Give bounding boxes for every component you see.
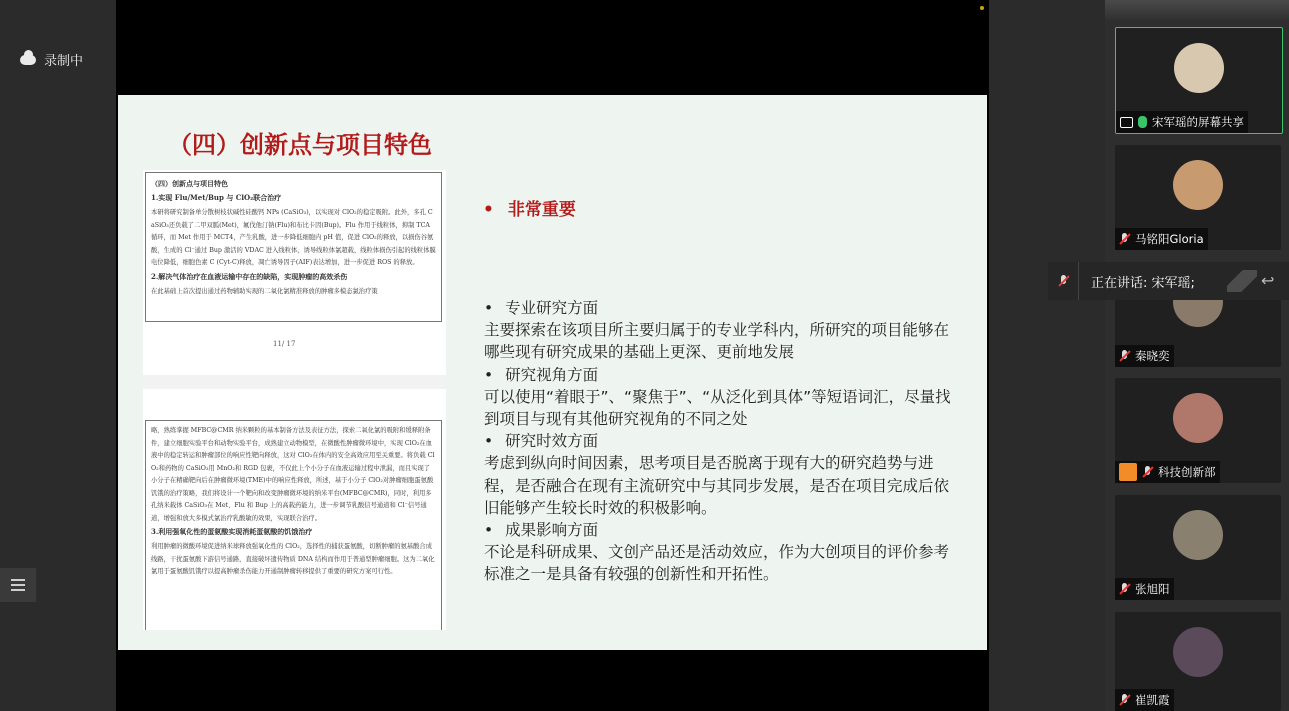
avatar bbox=[1173, 160, 1223, 210]
status-dot bbox=[980, 6, 984, 10]
participant-name: 张旭阳 bbox=[1135, 582, 1170, 596]
bullet-body: 可以使用“着眼于”、“聚焦于”、“从泛化到具体”等短语词汇，尽量找到项目与现有其他研究视角的不同之处 bbox=[484, 387, 951, 429]
participant-name: 马铭阳Gloria bbox=[1135, 232, 1204, 246]
participant-name: 宋军瑶的屏幕共享 bbox=[1152, 115, 1244, 129]
mic-muted-icon bbox=[1119, 694, 1130, 706]
doc-page-break bbox=[143, 375, 446, 389]
recording-label: 录制中 bbox=[44, 54, 84, 69]
presentation-slide bbox=[118, 95, 987, 650]
key-point: • 非常重要 bbox=[483, 195, 576, 220]
document-excerpt bbox=[143, 170, 446, 630]
participant-name: 崔凯霞 bbox=[1135, 693, 1170, 707]
doc-box-bottom bbox=[145, 420, 442, 630]
slide-title: （四）创新点与项目特色 bbox=[168, 131, 432, 159]
mic-muted-icon bbox=[1119, 583, 1130, 595]
speaking-indicator bbox=[1048, 262, 1289, 300]
doc-paragraph: 本研将研究制备单分散树枝状碱性硅酸钙 NPs (CaSiO₃)，以实现对 ClO₂的稳定吸附。此外，多孔 CaSiO₃还负载了二甲双胍(Met)，氟伐他汀钠(Flu)和布比卡因(Bup)。Flu 作用于线粒体，抑制 TCA 循环，而 Met 作用于 MCT4，产生乳酸，进一步降低细胞内 pH 值，促进 ClO₂的释放，以损伤谷氨酸，生成的 Cl⁻通过 Bup 激活的 VDAC 进入线粒体，诱导线粒体氯超载，线粒体损伤引起的线粒体膜电位降低，细胞色素 C (Cyt-C)释放，凋亡诱导因子(AIF)表达增加，进一步促进 ROS 的释放。 bbox=[151, 209, 436, 266]
doc-heading: 2.解决气体治疗在血液运输中存在的缺陷，实现肿瘤的高效杀伤 bbox=[151, 271, 348, 281]
participant-tile[interactable] bbox=[1115, 27, 1283, 134]
doc-paragraph: 略，熟练掌握 MFBC@CMR 纳米颗粒的基本制备方法及表征方法，探索二氧化氯的吸附和缓释附条件，建立细胞实验平台和动物实验平台，成熟建立动物模型，在微酸性肿瘤微环境中，实现 ClO₂在血液中的稳定转运和肿瘤部位的响应性靶向释放，这对 ClO₂在体内的安全高效应用至关重要。将负载 ClO₂和药物的 CaSiO₃用 MnO₂和 RGD 包裹，不仅此上个小分子在血液运输过程中泄漏，而且实现了小分子在精确靶向后在肿瘤微环境(TME)中的响应性释放，所述，基于小分子 ClO₂对肿瘤细胞蛋氨酸饥饿的治疗策略，我们将设计一个靶向和改变肿瘤微环境的纳米平台(MFBC@CMR)，同时，利用多孔纳米载体 CaSiO₃在 Met、Flu 和 Bup 上的高载药能力，进一步调节乳酸信号通道和 Cl⁻信号通道，增强和放大多模式氯治疗乳酸敏的效果，实现联合治疗。 bbox=[151, 427, 435, 522]
participant-namebar bbox=[1115, 578, 1174, 600]
left-rail bbox=[0, 0, 116, 711]
avatar bbox=[1173, 510, 1223, 560]
participant-namebar bbox=[1115, 345, 1174, 367]
doc-paragraph: 利用肿瘤的微酸环境促进纳米球释放强氧化性的 ClO₂，选择性的捕获蛋氨酸，切断肿瘤的氨基酸合成线路，干扰蛋氨酸下游信号通路，直接破坏遗传物质 DNA 结构而作用于普通型肿瘤细胞。这为二氧化氯用于蛋氨酸饥饿疗以提高肿瘤杀伤能力开通制肿瘤转移提供了重要的研究方案可行性。 bbox=[151, 543, 435, 575]
bullet-heading: • 研究视角方面 bbox=[484, 364, 954, 386]
speaking-label: 正在讲话: 宋军瑶; bbox=[1091, 275, 1195, 291]
share-bottom-area bbox=[116, 650, 989, 711]
participant-tile[interactable] bbox=[1115, 612, 1281, 711]
avatar bbox=[1173, 627, 1223, 677]
avatar bbox=[1173, 393, 1223, 443]
participant-list-button[interactable] bbox=[0, 568, 36, 602]
participant-tile[interactable] bbox=[1115, 378, 1281, 483]
gutter bbox=[989, 0, 1105, 711]
participant-name: 秦晓奕 bbox=[1135, 349, 1170, 363]
cloud-icon bbox=[20, 55, 36, 65]
mic-muted-icon bbox=[1058, 275, 1069, 287]
participant-namebar bbox=[1115, 461, 1220, 483]
mic-muted-icon bbox=[1119, 350, 1130, 362]
doc-page-number: 11/ 17 bbox=[273, 340, 296, 348]
slide-body bbox=[484, 297, 954, 586]
doc-heading: 3.利用强氧化性的蛋氨酸实现消耗蛋氨酸的饥饿治疗 bbox=[151, 527, 313, 536]
mic-muted-icon bbox=[1142, 466, 1153, 478]
list-icon bbox=[11, 584, 25, 586]
bullet-body: 主要探索在该项目所主要归属于的专业学科内，所研究的项目能够在哪些现有研究成果的基础上更深、更前地发展 bbox=[484, 321, 950, 362]
bullet-heading: • 成果影响方面 bbox=[484, 519, 954, 541]
doc-heading: （四）创新点与项目特色 bbox=[151, 179, 228, 188]
screen-share-icon bbox=[1120, 117, 1133, 128]
mic-muted-icon bbox=[1119, 233, 1130, 245]
participant-tile[interactable] bbox=[1115, 495, 1281, 600]
doc-box-top bbox=[145, 172, 442, 322]
participant-tile[interactable] bbox=[1115, 145, 1281, 250]
user-icon bbox=[1119, 463, 1137, 481]
avatar bbox=[1174, 43, 1224, 93]
recording-indicator[interactable] bbox=[20, 50, 83, 69]
participant-namebar bbox=[1115, 689, 1174, 711]
participant-name: 科技创新部 bbox=[1158, 465, 1216, 479]
bullet-body: 考虑到纵向时间因素，思考项目是否脱离于现有大的研究趋势与进程，是否融合在现有主流研究中与其同步发展，是否在项目完成后依旧能够产生较长时效的积极影响。 bbox=[484, 454, 950, 517]
mic-on-icon bbox=[1138, 116, 1147, 128]
bullet-heading: • 研究时效方面 bbox=[484, 430, 954, 452]
panel-top-bar bbox=[1105, 0, 1289, 22]
collapse-icon[interactable] bbox=[1227, 270, 1257, 292]
bullet-body: 不论是科研成果、文创产品还是活动效应，作为大创项目的评价参考标准之一是具备有较强的创新性和开拓性。 bbox=[484, 543, 950, 584]
speaking-mic bbox=[1048, 262, 1079, 300]
doc-paragraph: 在此基础上首次提出通过药物辅助实现的二氧化氯精准释放的肿瘤多模态氯治疗策 bbox=[151, 287, 378, 295]
bullet-heading: • 专业研究方面 bbox=[484, 297, 954, 319]
doc-heading: 1.实现 Flu/Met/Bup 与 ClO₂联合治疗 bbox=[151, 193, 282, 202]
undo-arrow-icon[interactable]: ↩ bbox=[1261, 271, 1275, 290]
participant-namebar bbox=[1115, 228, 1208, 250]
participant-namebar bbox=[1116, 111, 1248, 133]
